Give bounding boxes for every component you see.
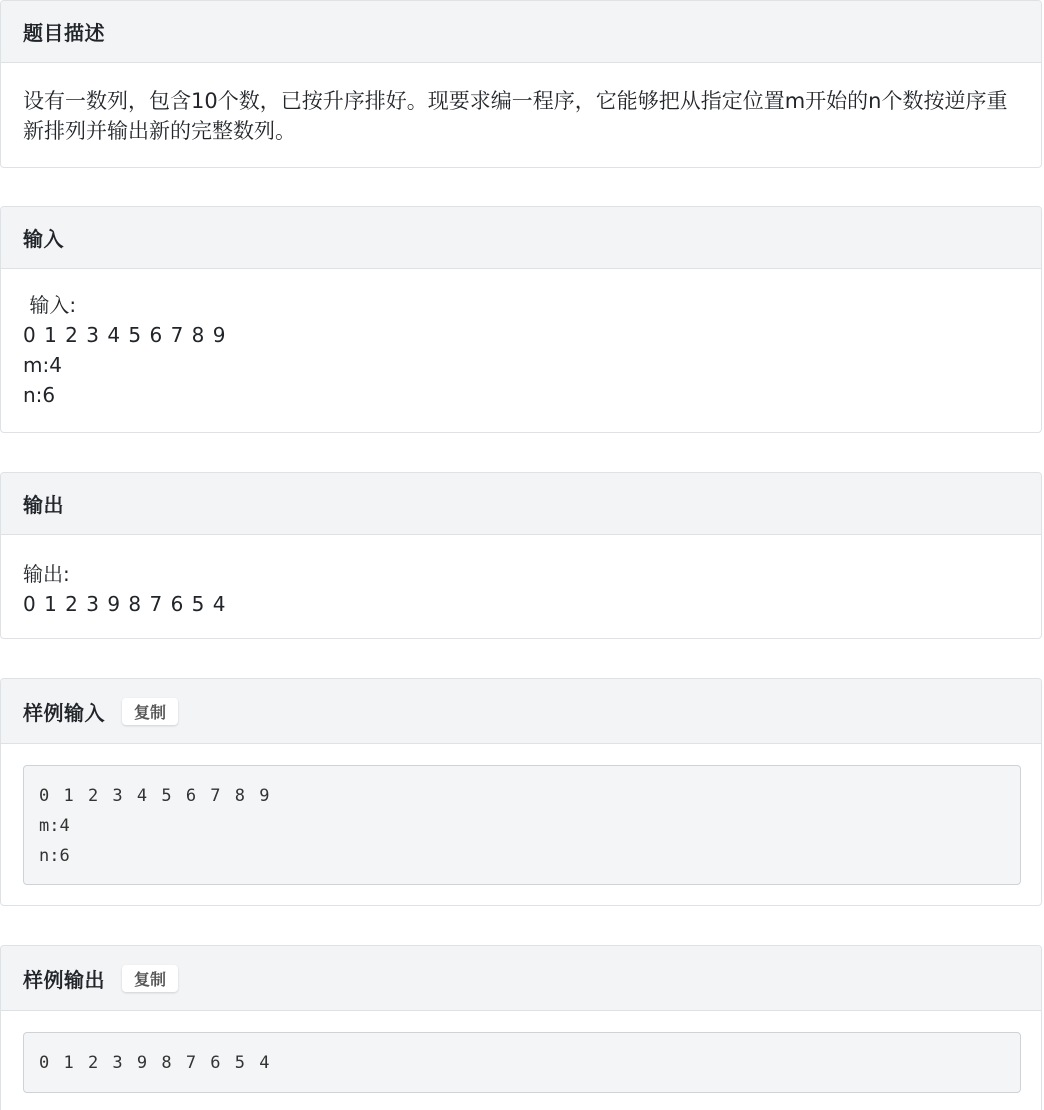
output-line: 输出: xyxy=(23,562,70,586)
output-card xyxy=(0,472,1042,639)
sample-input-card xyxy=(0,678,1042,906)
input-title: 输入 xyxy=(23,227,64,251)
output-line: 0 1 2 3 9 8 7 6 5 4 xyxy=(23,592,227,616)
sample-input-title: 样例输入 xyxy=(23,700,105,725)
output-header xyxy=(1,473,1041,535)
copy-sample-input-button[interactable]: 复制 xyxy=(122,698,178,725)
sample-output-line: 0 1 2 3 9 8 7 6 5 4 xyxy=(39,1053,272,1073)
sample-output-header xyxy=(1,946,1041,1011)
input-header xyxy=(1,207,1041,269)
description-text: 设有一数列，包含10个数，已按升序排好。现要求编一程序，它能够把从指定位置m开始的n个数按逆序重新排列并输出新的完整数列。 xyxy=(23,89,1008,143)
description-card xyxy=(0,0,1042,168)
description-header xyxy=(1,1,1041,63)
sample-input-line: m:4 xyxy=(39,816,70,836)
sample-input-line: 0 1 2 3 4 5 6 7 8 9 xyxy=(39,786,272,806)
sample-input-header xyxy=(1,679,1041,744)
input-card xyxy=(0,206,1042,433)
sample-input-line: n:6 xyxy=(39,846,70,866)
description-body xyxy=(1,63,1041,146)
input-line: n:6 xyxy=(23,383,56,407)
sample-output-card xyxy=(0,945,1042,1110)
sample-output-code[interactable] xyxy=(23,1032,1021,1093)
input-line: 0 1 2 3 4 5 6 7 8 9 xyxy=(23,323,227,347)
output-title: 输出 xyxy=(23,493,64,517)
sample-output-title: 样例输出 xyxy=(23,967,105,992)
sample-input-code[interactable] xyxy=(23,765,1021,885)
input-line: 输入: xyxy=(23,293,77,317)
input-line: m:4 xyxy=(23,353,62,377)
input-body xyxy=(1,269,1041,410)
copy-sample-output-button[interactable]: 复制 xyxy=(122,965,178,992)
output-body xyxy=(1,535,1041,619)
description-title: 题目描述 xyxy=(23,21,105,45)
